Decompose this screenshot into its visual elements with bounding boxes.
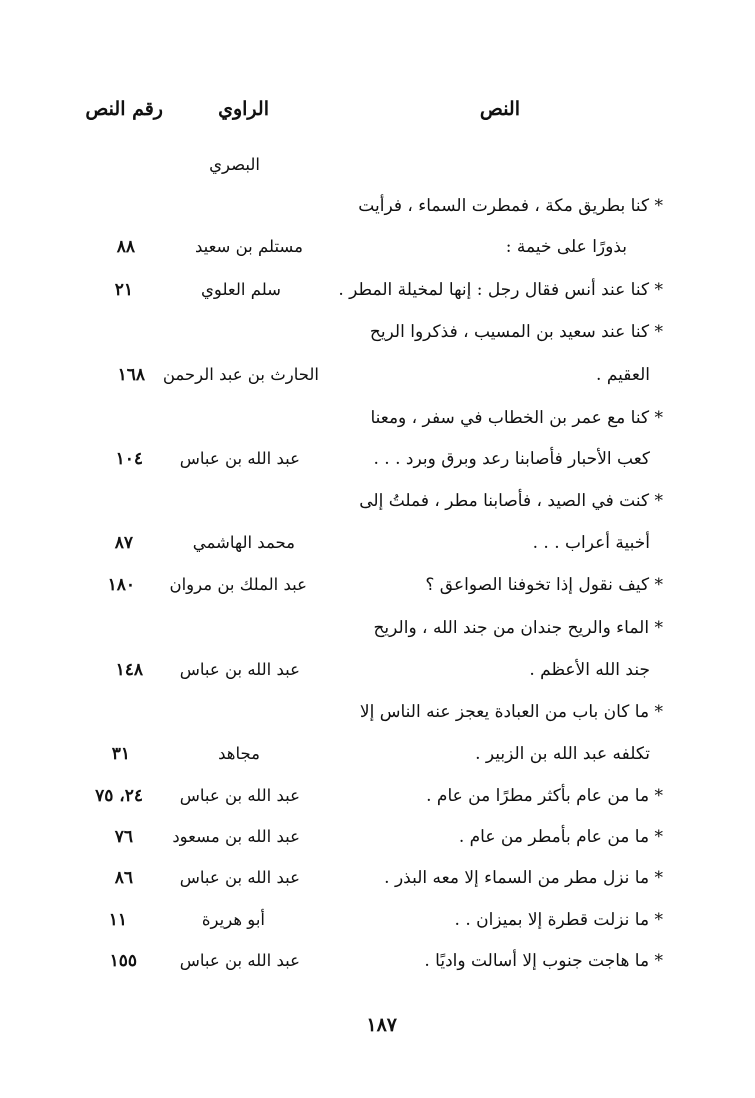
- narrator-name: عبد الله بن عباس: [179, 660, 300, 679]
- text-number: ١٤٨: [115, 660, 143, 680]
- hadith-text-line: * الماء والريح جندان من جند الله ، والريح: [373, 618, 663, 638]
- narrator-name: عبد الله بن عباس: [179, 786, 300, 805]
- column-header-narrator: الراوي: [218, 98, 269, 120]
- column-header-text: النص: [479, 98, 520, 120]
- hadith-text-line: أخبية أعراب . . .: [532, 533, 650, 553]
- text-number: ١٨٠: [107, 575, 135, 595]
- hadith-text-line: جند الله الأعظم .: [529, 660, 650, 680]
- narrator-name: أبو هريرة: [201, 910, 265, 929]
- narrator-name: عبد الله بن عباس: [179, 951, 300, 970]
- text-number: ٨٧: [114, 533, 133, 553]
- hadith-text-line: * ما من عام بأكثر مطرًا من عام .: [426, 786, 663, 806]
- column-header-number: رقم النص: [85, 98, 163, 120]
- text-number: ٨٦: [114, 868, 133, 888]
- text-number: ١٠٤: [115, 449, 143, 469]
- hadith-text-line: * كنا عند أنس فقال رجل : إنها لمخيلة المطر .: [338, 280, 663, 300]
- text-number: ٣١: [111, 744, 130, 764]
- text-number: ٧٦: [114, 827, 133, 847]
- narrator-name: عبد الملك بن مروان: [169, 575, 307, 594]
- hadith-text-line: تكلفه عبد الله بن الزبير .: [475, 744, 650, 764]
- hadith-text-line: * ما من عام بأمطر من عام .: [458, 827, 663, 847]
- narrator-name: عبد الله بن عباس: [179, 449, 300, 468]
- hadith-text-line: * ما كان باب من العبادة يعجز عنه الناس إلا: [359, 702, 663, 722]
- hadith-text-line: * ما نزلت قطرة إلا بميزان . .: [454, 910, 663, 930]
- narrator-name: مستلم بن سعيد: [194, 237, 303, 256]
- narrator-name: سلم العلوي: [201, 280, 281, 299]
- narrator-name: عبد الله بن عباس: [179, 868, 300, 887]
- hadith-text-line: * ما هاجت جنوب إلا أسالت واديًا .: [424, 951, 663, 971]
- narrator-name: الحارث بن عبد الرحمن: [162, 365, 319, 384]
- text-number: ١١: [108, 910, 127, 930]
- text-number: ٢٤، ٧٥: [95, 786, 143, 806]
- text-number: ١٦٨: [117, 365, 145, 385]
- hadith-text-line: * كنت في الصيد ، فأصابنا مطر ، فملتُ إلى: [359, 491, 663, 511]
- hadith-text-line: * كنا مع عمر بن الخطاب في سفر ، ومعنا: [370, 408, 663, 428]
- hadith-text-line: بذورًا على خيمة :: [505, 237, 627, 257]
- page-number: ١٨٧: [366, 1014, 397, 1036]
- narrator-name: مجاهد: [218, 744, 260, 763]
- narrator-name: محمد الهاشمي: [192, 533, 295, 552]
- hadith-text-line: * ما نزل مطر من السماء إلا معه البذر .: [384, 868, 663, 888]
- text-number: ١٥٥: [109, 951, 137, 971]
- narrator-continuation: البصري: [209, 155, 260, 174]
- hadith-text-line: * كيف نقول إذا تخوفنا الصواعق ؟: [425, 575, 663, 595]
- hadith-text-line: * كنا عند سعيد بن المسيب ، فذكروا الريح: [369, 322, 663, 342]
- text-number: ٢١: [114, 280, 133, 300]
- hadith-text-line: * كنا بطريق مكة ، فمطرت السماء ، فرأيت: [358, 196, 663, 216]
- narrator-name: عبد الله بن مسعود: [172, 827, 300, 846]
- text-number: ٨٨: [116, 237, 135, 257]
- hadith-text-line: العقيم .: [596, 365, 650, 385]
- hadith-text-line: كعب الأحبار فأصابنا رعد وبرق وبرد . . .: [373, 449, 650, 469]
